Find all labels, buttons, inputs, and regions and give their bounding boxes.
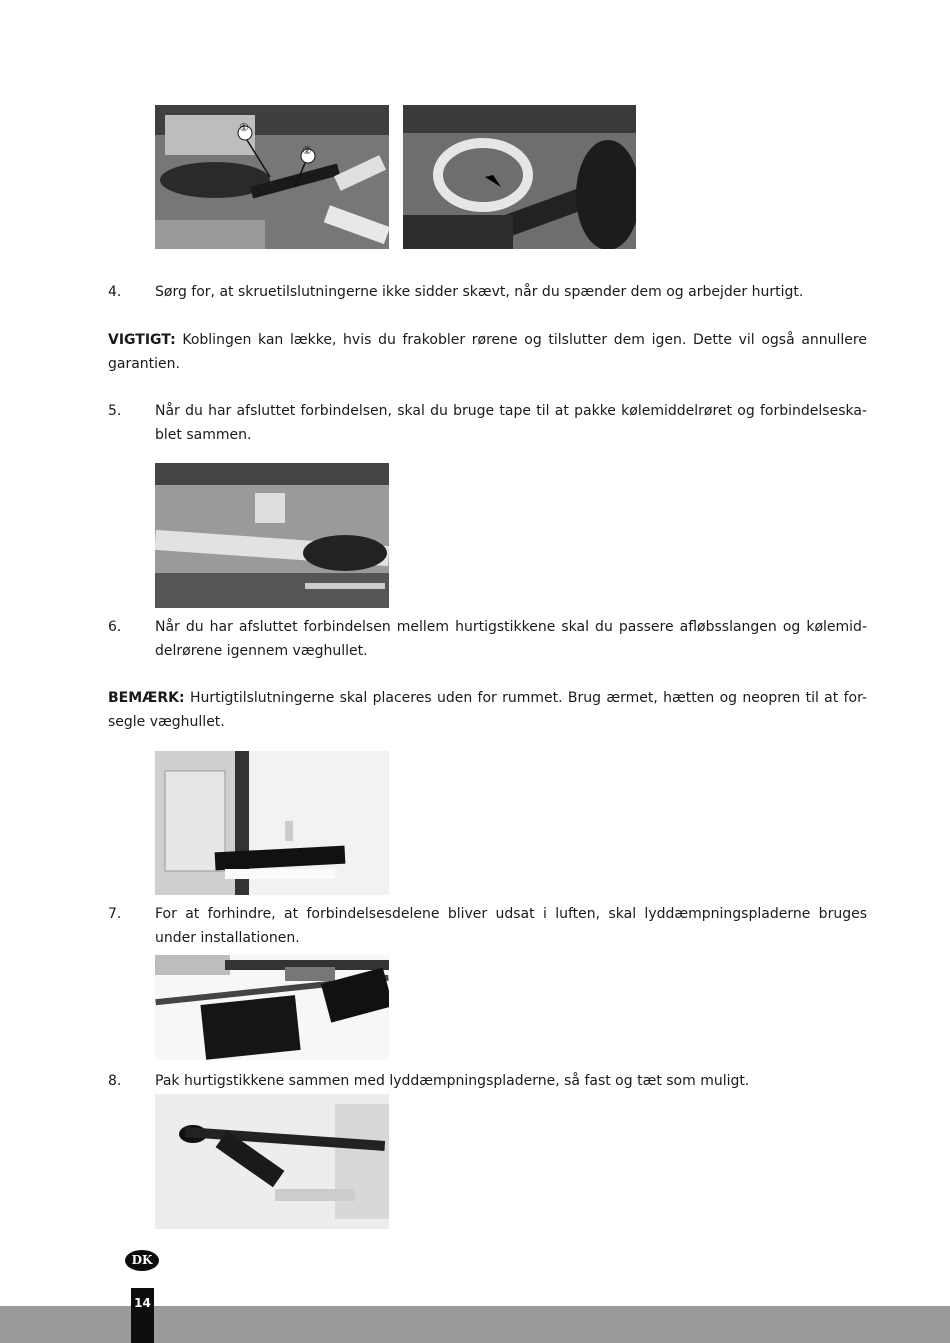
step-4-text: Sørg for, at skruetilslutningerne ikke sidder skævt, når du spænder dem og arbejder hurtigt. [155, 284, 804, 300]
note-remark-text: Hurtigtilslutningerne skal placeres uden for rummet. Brug ærmet, hætten og neopren til at for-segle væghullet. [108, 690, 867, 730]
callout-1: ① [239, 121, 249, 134]
photo-connector-callouts [155, 105, 389, 249]
note-remark-label: BEMÆRK: [108, 690, 185, 706]
note-important-label: VIGTIGT: [108, 332, 176, 348]
photo-wrapped-connectors [155, 1094, 389, 1229]
step-7-text: For at forhindre, at forbindelsesdelene bliver udsat i luften, skal lyddæmpningspladerne bruges under installationen. [155, 906, 867, 946]
step-5-text: Når du har afsluttet forbindelsen, skal du bruge tape til at pakke kølemiddelrøret og forbindelseska-blet sammen. [155, 403, 867, 443]
language-badge: DK [125, 1250, 159, 1271]
step-8 [108, 1069, 867, 1093]
step-6 [108, 615, 867, 663]
callout-2: ② [302, 144, 312, 157]
step-5 [108, 399, 867, 447]
note-remark [108, 686, 867, 734]
step-5-number: 5. [108, 403, 122, 419]
page-number-tab [131, 1288, 154, 1343]
note-important-text: Koblingen kan lække, hvis du frakobler rørene og tilslutter dem igen. Dette vil også annullere garantien. [108, 332, 867, 372]
step-8-text: Pak hurtigstikkene sammen med lyddæmpningspladerne, så fast og tæt som muligt. [155, 1073, 750, 1089]
step-6-number: 6. [108, 619, 122, 635]
step-7-number: 7. [108, 906, 122, 922]
step-4 [108, 280, 867, 304]
page-number: 14 [134, 1296, 151, 1310]
photo-damping-plates [155, 955, 389, 1060]
photo-wall-hole [155, 751, 389, 895]
step-6-text: Når du har afsluttet forbindelsen mellem hurtigstikkene skal du passere afløbsslangen og kølemid-delrørene igennem væghullet. [155, 619, 867, 659]
step-8-number: 8. [108, 1073, 122, 1089]
note-important [108, 328, 867, 376]
photo-taping-pipe [155, 463, 389, 608]
photo-wrench-tightening [403, 105, 636, 249]
step-7 [108, 902, 867, 950]
step-4-number: 4. [108, 284, 122, 300]
